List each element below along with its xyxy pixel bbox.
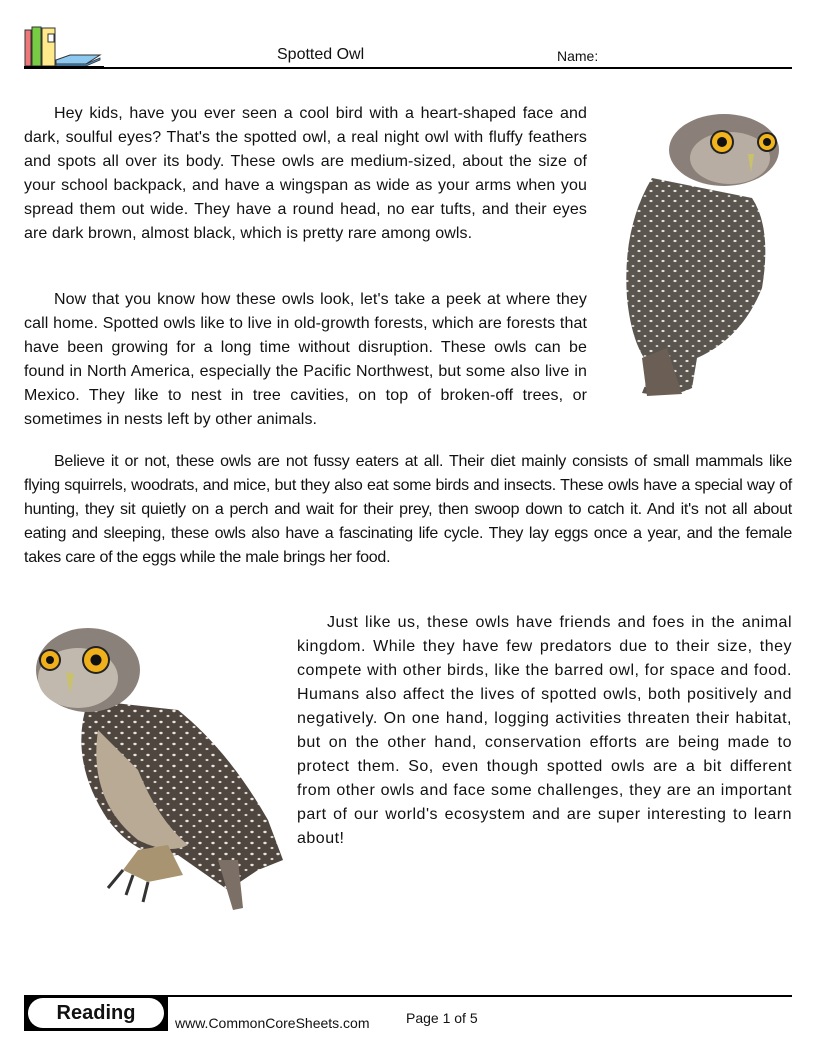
- website-link[interactable]: www.CommonCoreSheets.com: [175, 1015, 370, 1031]
- subject-badge: Reading: [28, 998, 164, 1028]
- books-icon: [24, 24, 104, 68]
- worksheet-title: Spotted Owl: [277, 46, 365, 63]
- paragraph-friends-foes: Just like us, these owls have friends and foes in the animal kingdom. While they have few predators due to their size, they compete with other birds, like the barred owl, for space and food. Humans also affect the lives of spotted owls, both positively and negatively. On one hand, logging activities threaten their habitat, but on the other hand, conservation efforts are being made to protect them. So, even though spotted owls are a bit different from other owls and face some challenges, they are an important part of our world's ecosystem and are super interesting to learn about!: [297, 614, 792, 847]
- paragraph-habitat: Now that you know how these owls look, let's take a peek at where they call home. Spotted owls like to live in old-growth forests, which are forests that have been growing for a long time without disruption. These owls can be found in North America, especially the Pacific Northwest, but some also live in Mexico. They like to nest in tree cavities, on top of broken-off trees, or sometimes in nests left by other animals.: [24, 291, 587, 428]
- owl-photo-bottom-left: [28, 620, 288, 910]
- page-number: Page 1 of 5: [406, 1010, 478, 1026]
- header-divider: [24, 67, 792, 69]
- paragraph-diet: Believe it or not, these owls are not fussy eaters at all. Their diet mainly consists of small mammals like flying squirrels, woodrats, and mice, but they also eat some birds and insects. These owls have a special way of hunting, they sit quietly on a perch and wait for their prey, then swoop down to catch it. And it's not all about eating and sleeping, these owls also have a fascinating life cycle. They lay eggs once a year, and the female takes care of the eggs while the male brings her food.: [24, 453, 792, 566]
- paragraph-appearance: Hey kids, have you ever seen a cool bird with a heart-shaped face and dark, soulful eyes? That's the spotted owl, a real night owl with fluffy feathers and spots all over its body. These owls are medium-sized, about the size of your school backpack, and have a wingspan as wide as your arms when you spread them out wide. They have a round head, no ear tufts, and their eyes are dark brown, almost black, which is pretty rare among owls.: [24, 105, 587, 242]
- owl-photo-top-right: [612, 108, 788, 400]
- name-label: Name:: [557, 48, 599, 64]
